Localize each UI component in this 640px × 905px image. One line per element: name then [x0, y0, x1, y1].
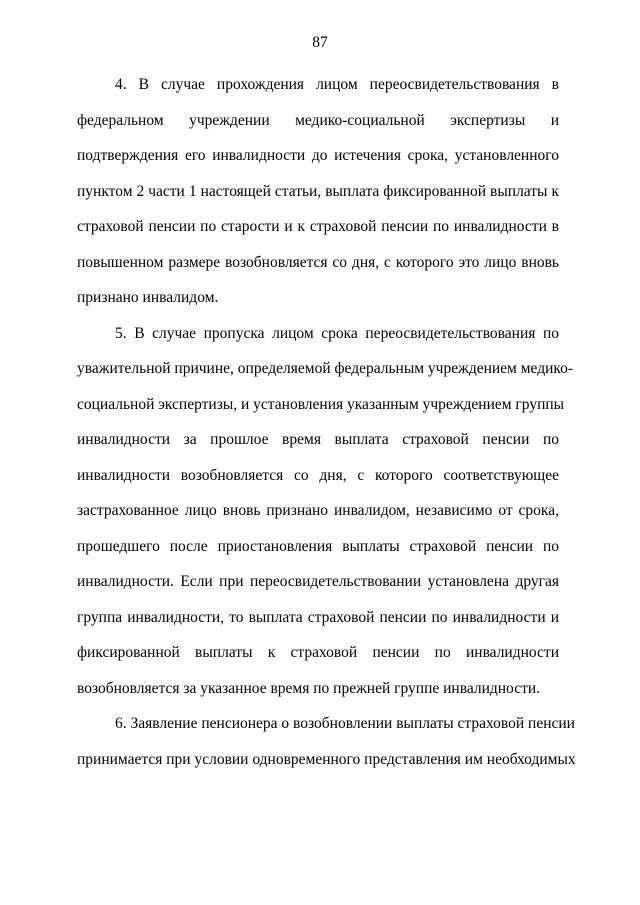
text-line: застрахованное лицо вновь признано инвалидом, независимо от срока, [77, 502, 559, 519]
document-body [77, 67, 576, 777]
text-line: инвалидности за прошлое время выплата страховой пенсии по [77, 431, 559, 448]
text-line: 4. В случае прохождения лицом переосвидетельствования в [115, 76, 559, 93]
text-line: социальной экспертизы, и установления указанным учреждением группы [77, 395, 565, 413]
text-line: федеральном учреждении медико-социальной экспертизы и [77, 111, 559, 129]
text-line: страховой пенсии по старости и к страховой пенсии по инвалидности в [77, 218, 559, 235]
page-number: 87 [312, 34, 328, 51]
paragraph-4 [77, 67, 559, 316]
text-line: инвалидности. Если при переосвидетельствовании установлена другая [77, 573, 559, 590]
paragraph-5 [77, 316, 574, 707]
text-line: группа инвалидности, то выплата страховой пенсии по инвалидности и [77, 608, 559, 626]
text-line: уважительной причине, определяемой федеральным учреждением медико- [77, 360, 574, 377]
text-line: 6. Заявление пенсионера о возобновлении выплаты страховой пенсии [115, 715, 575, 732]
text-line: возобновляется за указанное время по прежней группе инвалидности. [77, 679, 541, 697]
text-line: инвалидности возобновляется со дня, с которого соответствующее [77, 466, 559, 484]
text-line: повышенном размере возобновляется со дня, с которого это лицо вновь [77, 253, 559, 271]
text-line: пунктом 2 части 1 настоящей статьи, выплата фиксированной выплаты к [77, 182, 559, 200]
paragraph-6 [77, 706, 576, 777]
text-line: принимается при условии одновременного представления им необходимых [77, 750, 576, 768]
text-line: признано инвалидом. [77, 289, 219, 306]
text-line: прошедшего после приостановления выплаты страховой пенсии по [77, 537, 559, 555]
text-line: 5. В случае пропуска лицом срока переосвидетельствования по [115, 324, 559, 342]
text-line: подтверждения его инвалидности до истечения срока, установленного [77, 147, 559, 164]
text-line: фиксированной выплаты к страховой пенсии по инвалидности [77, 644, 559, 661]
